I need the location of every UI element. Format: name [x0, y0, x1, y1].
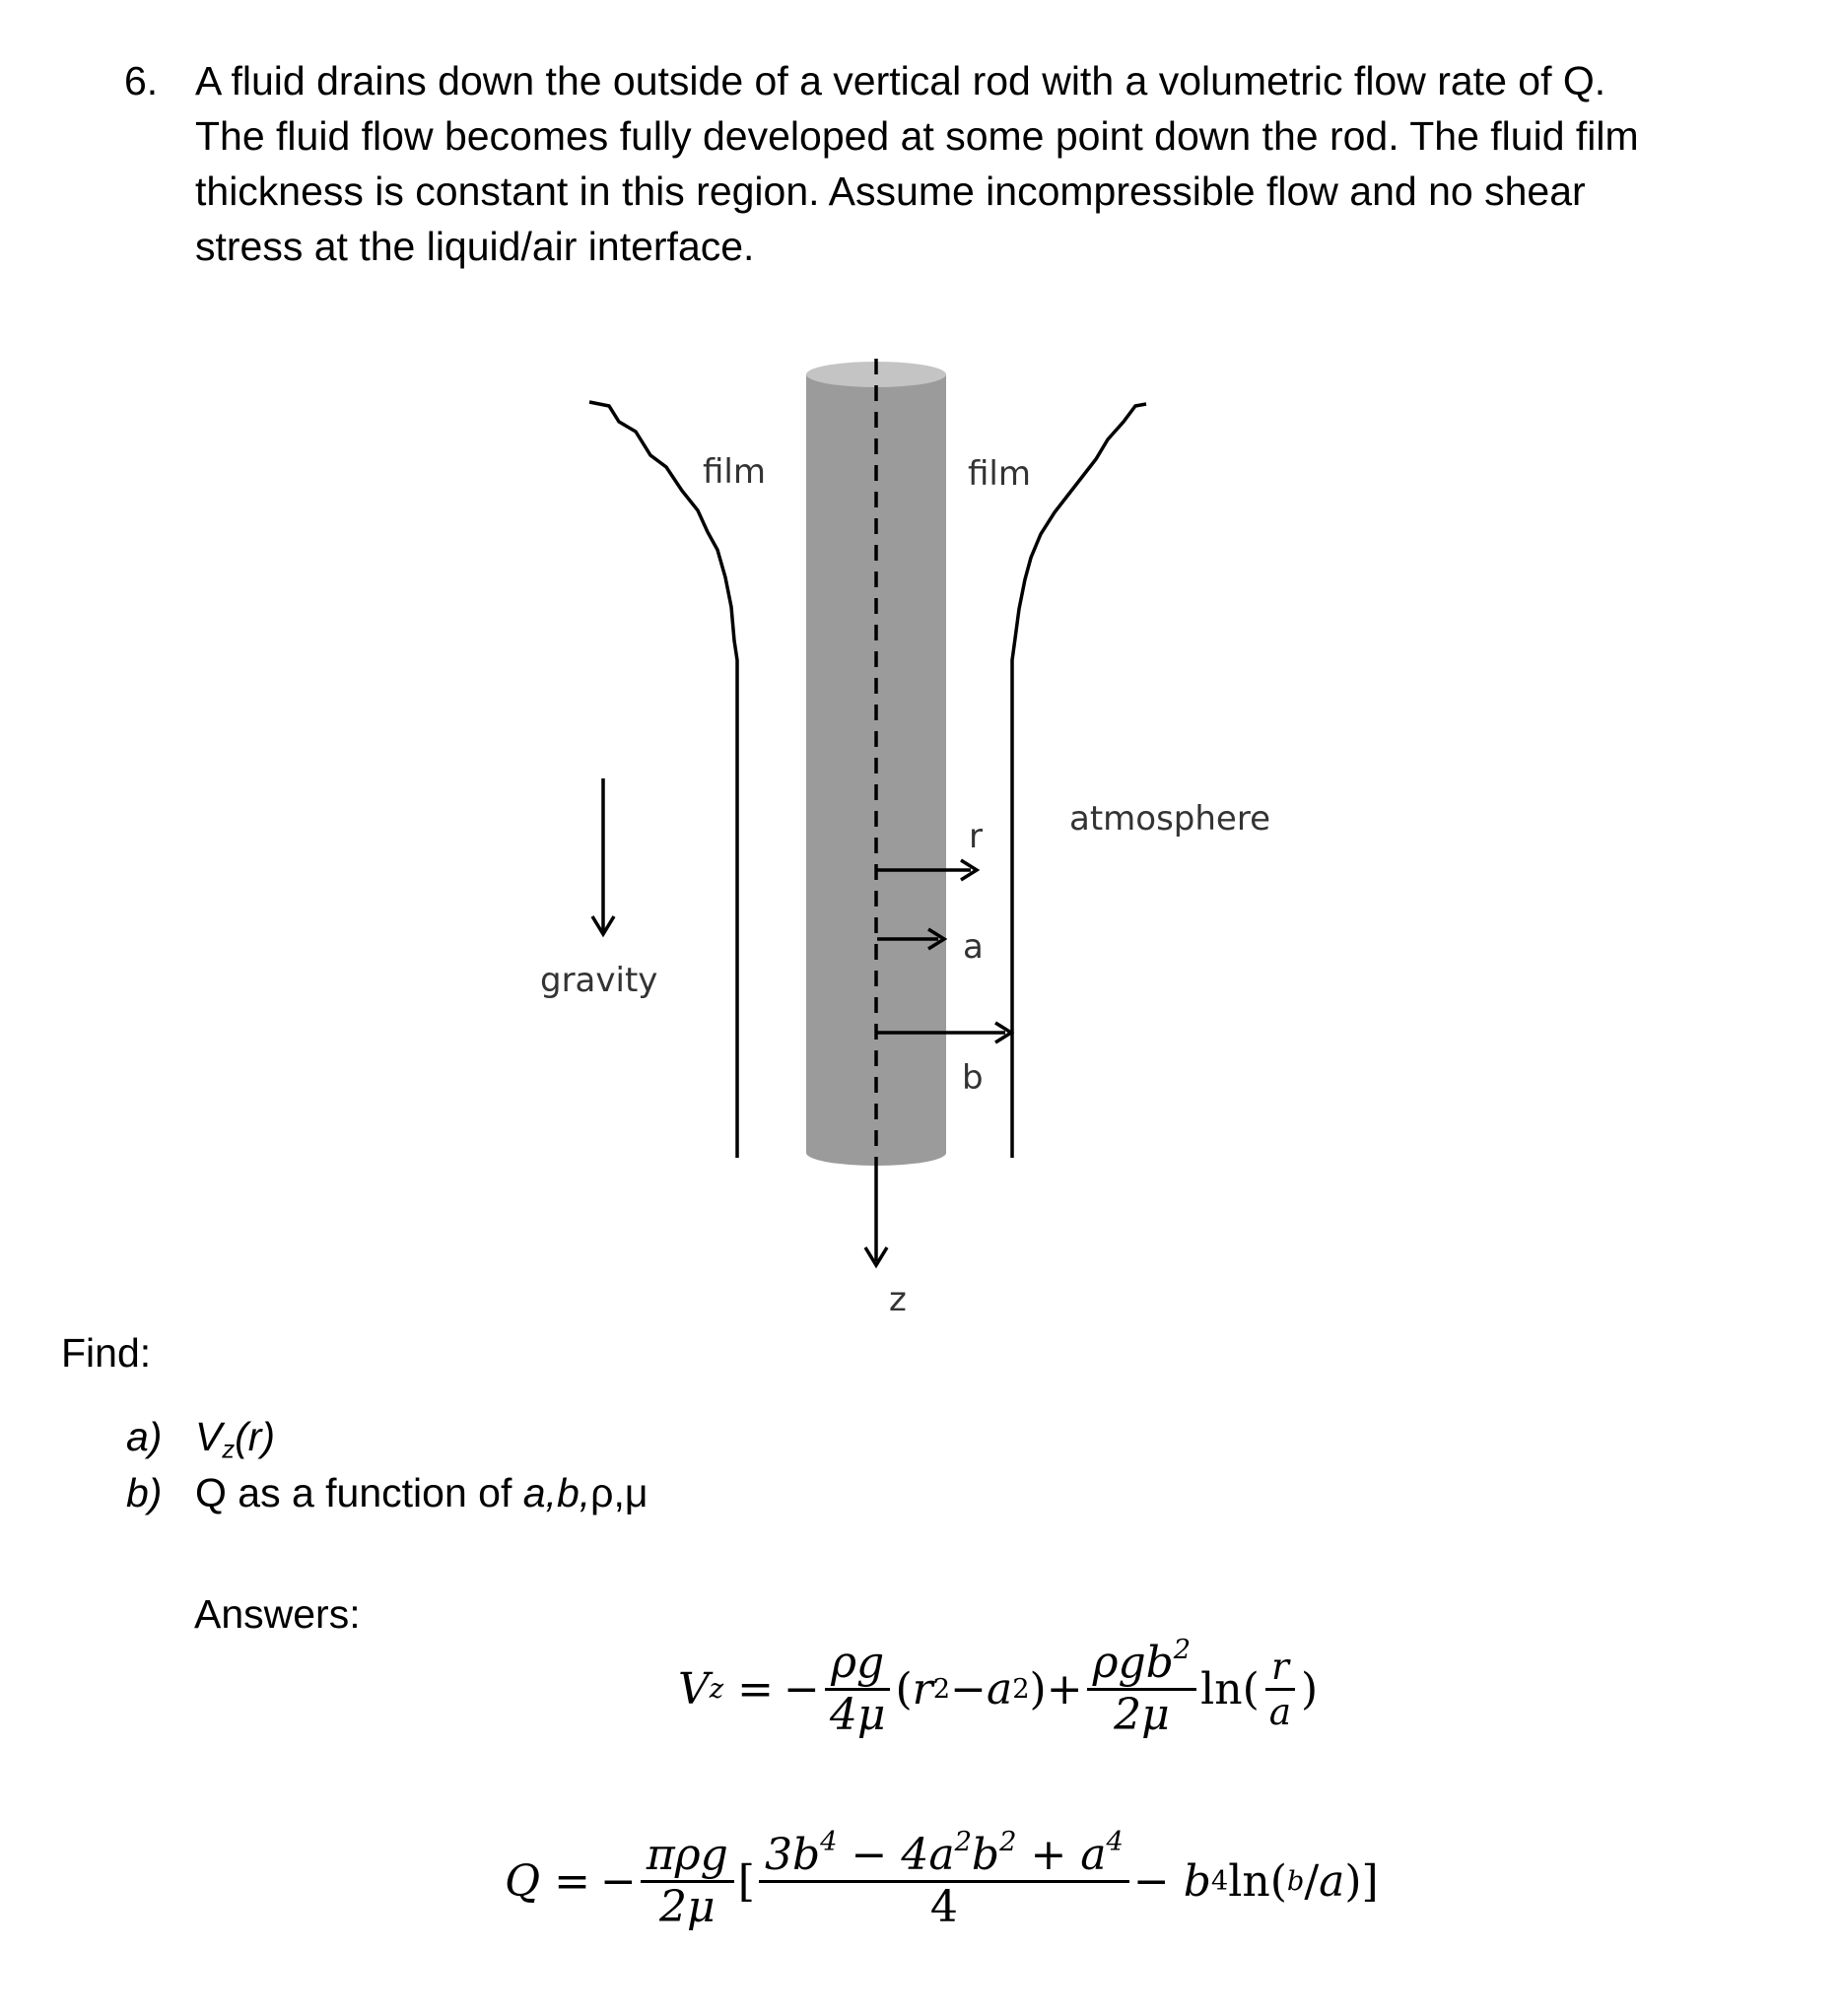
problem-line: thickness is constant in this region. Assume incompressible flow and no shear — [195, 168, 1586, 214]
problem-text — [195, 53, 1811, 274]
fraction: $\frac{\rho gb^2}{2\mu}$ — [1087, 1641, 1197, 1738]
a-label: a — [963, 927, 984, 967]
problem-line: stress at the liquid/air interface. — [195, 224, 755, 269]
problem-line: The fluid flow becomes fully developed at some point down the rod. The fluid film — [195, 113, 1639, 159]
b-label: b — [962, 1058, 984, 1098]
q-equation: Q = − $\frac{\text{πρg}}{2\mu}$ [ $\frac{3b^4 - 4a^2b^2 + a^4}{4}$ − b 4 ln( b / a )] — [505, 1826, 1379, 1933]
film-label-right: film — [968, 454, 1031, 494]
item-text: Q as a function of a,b,ρ,μ — [195, 1470, 648, 1515]
problem-number: 6. — [124, 58, 159, 103]
fraction: $\frac{\rho g}{4\mu}$ — [824, 1641, 892, 1738]
film-label-left: film — [703, 452, 766, 492]
fraction: $\frac{3b^4 - 4a^2b^2 + a^4}{4}$ — [759, 1833, 1129, 1930]
r-label: r — [969, 817, 983, 856]
find-heading: Find: — [61, 1330, 152, 1376]
film-right-contour — [1012, 404, 1146, 1158]
item-letter: a) — [126, 1414, 163, 1459]
item-text: $V_z(r)$ — [195, 1414, 276, 1464]
vz-equation: V z = − $\frac{\rho g}{4\mu}$ ( r 2 − a 2 ) + $\frac{\rho gb^2}{2\mu}$ ln( $\frac{r}{a}$ ) — [678, 1634, 1319, 1741]
atmosphere-label: atmosphere — [1069, 799, 1270, 839]
gravity-label: gravity — [540, 961, 658, 1000]
fraction: $\frac{r}{a}$ — [1263, 1647, 1297, 1732]
problem-line: A fluid drains down the outside of a vertical rod with a volumetric flow rate of Q. — [195, 58, 1606, 103]
answers-heading: Answers: — [194, 1591, 361, 1637]
z-label: z — [889, 1280, 907, 1319]
rod-diagram — [0, 335, 1842, 1340]
film-left-contour — [589, 402, 737, 1158]
fraction: $\frac{\text{πρg}}{2\mu}$ — [641, 1833, 734, 1930]
item-letter: b) — [126, 1470, 163, 1515]
